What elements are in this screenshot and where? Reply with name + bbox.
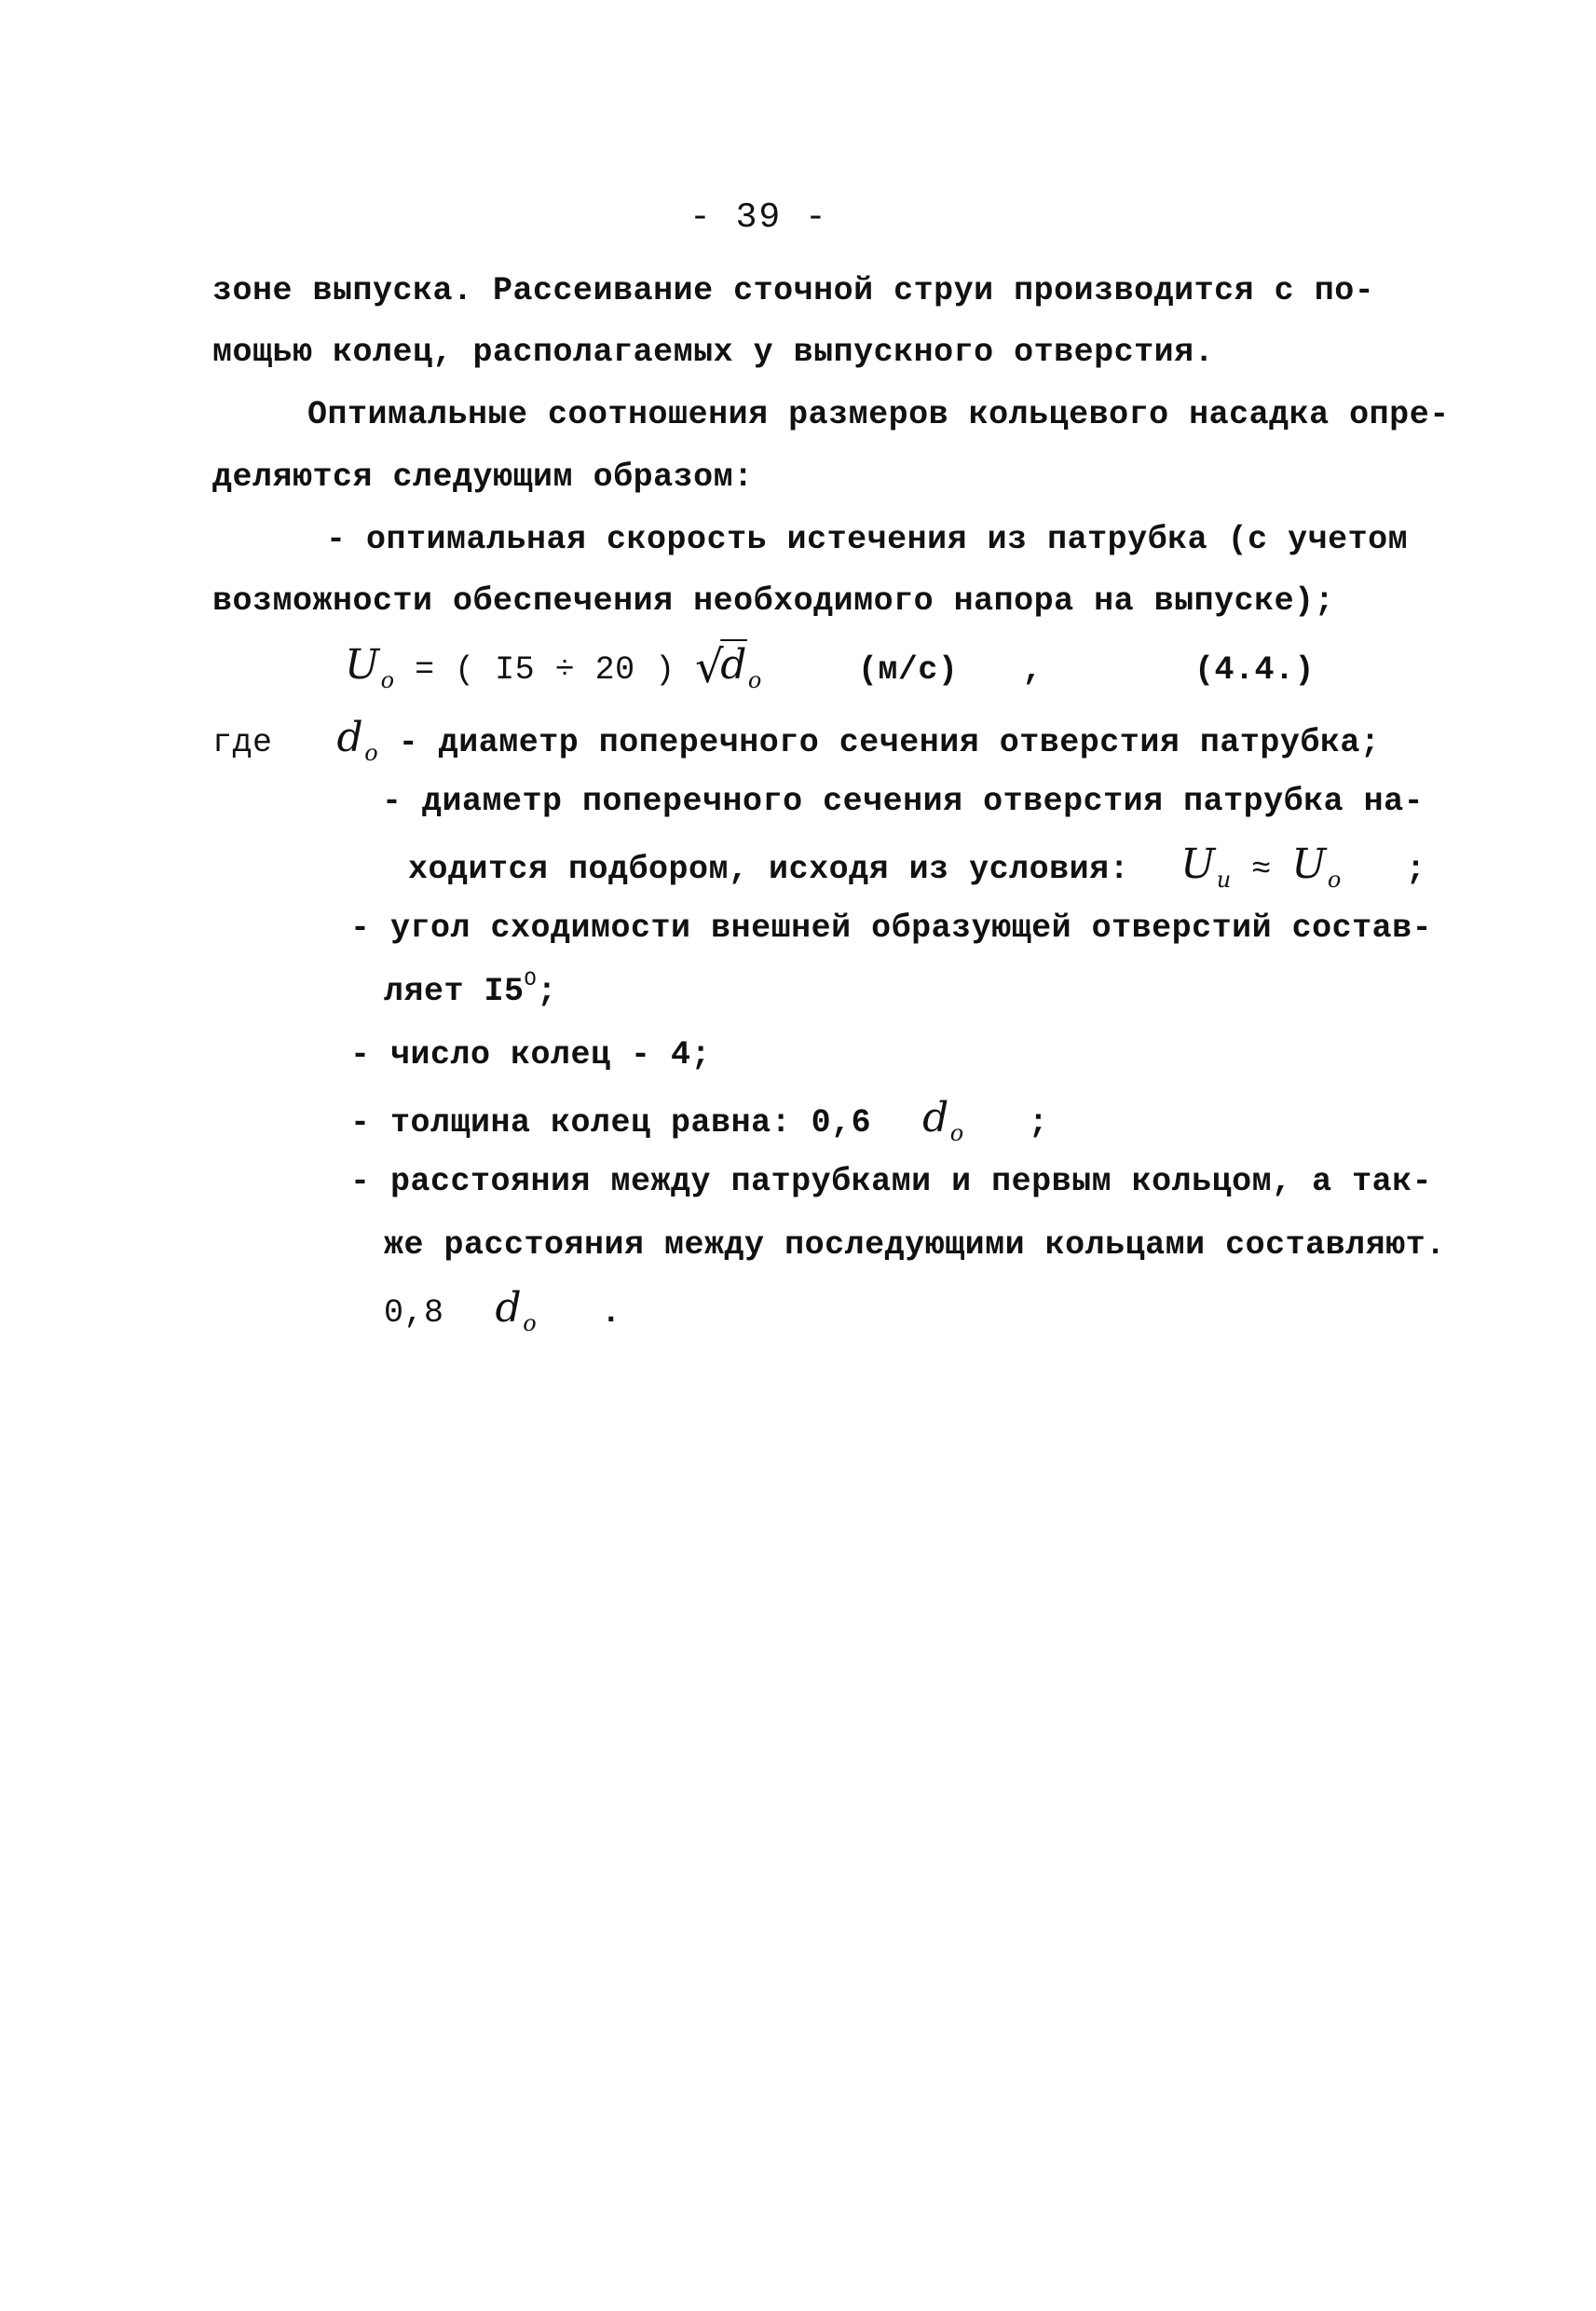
thickness-end: ; — [1028, 1104, 1049, 1142]
paragraph2-line1: Оптимальные соотношения размеров кольцевого насадка опре- — [307, 396, 1450, 433]
formula-equals: = ( I5 ÷ 20 ) — [415, 651, 675, 689]
formula-units: (м/с) — [857, 651, 959, 689]
condition-u-left-subscript: u — [1216, 867, 1232, 893]
item-rings: - число колец - 4; — [350, 1036, 712, 1073]
condition-u-right-subscript: o — [1327, 867, 1342, 893]
where-d-subscript: o — [364, 740, 379, 766]
distance-d-symbol: d — [495, 1284, 523, 1332]
item-thickness-text: - толщина колец равна: 0,6 — [350, 1104, 872, 1142]
thickness-d-subscript: o — [949, 1120, 964, 1146]
formula-sqrt-sign: √ — [695, 641, 725, 693]
item-angle-text: ляет I5 — [384, 973, 525, 1010]
paragraph1-line2: мощью колец, располагаемых у выпускного отверстия. — [212, 334, 1215, 371]
item-diameter-text: ходится подбором, исходя из условия: — [408, 851, 1130, 888]
paragraph2-line2: деляются следующим образом: — [212, 458, 754, 496]
item-speed-line2: возможности обеспечения необходимого напора на выпуске); — [212, 582, 1335, 620]
degree-sign: O — [524, 968, 538, 991]
distance-d-subscript: o — [523, 1310, 538, 1336]
formula-d-symbol: d — [720, 641, 747, 689]
condition-u-left: U — [1180, 841, 1216, 888]
formula-u-subscript: o — [380, 667, 395, 693]
formula-u-symbol: U — [345, 641, 380, 689]
item-distance-line2: же расстояния между последующими кольцами составляют. — [384, 1226, 1446, 1264]
formula-comma: , — [1022, 651, 1043, 689]
page-number: - 39 - — [689, 198, 828, 238]
formula-number: (4.4.) — [1194, 651, 1316, 689]
where-text: - диаметр поперечного сечения отверстия патрубка; — [398, 724, 1381, 761]
distance-value: 0,8 — [384, 1294, 444, 1332]
formula-d-subscript: o — [747, 667, 762, 693]
where-line — [212, 714, 1381, 766]
where-word: где — [212, 724, 273, 761]
thickness-d-symbol: d — [922, 1094, 949, 1142]
condition-end: ; — [1405, 851, 1426, 888]
item-distance-line1: - расстояния между патрубками и первым кольцом, а так- — [350, 1163, 1433, 1200]
item-speed-line1: - оптимальная скорость истечения из патрубка (с учетом — [326, 521, 1409, 558]
item-diameter-line1: - диаметр поперечного сечения отверстия патрубка на- — [382, 783, 1425, 820]
formula-4-4 — [345, 643, 1315, 691]
condition-u-right: U — [1291, 841, 1327, 888]
condition-approx: ≈ — [1251, 851, 1272, 888]
item-thickness — [350, 1094, 1049, 1146]
item-diameter-line2 — [408, 841, 1426, 893]
paragraph1-line1: зоне выпуска. Рассеивание сточной струи производится с по- — [212, 272, 1375, 309]
item-angle-line1: - угол сходимости внешней образующей отверстий состав- — [350, 909, 1433, 947]
distance-end: . — [601, 1294, 621, 1332]
item-distance-line3 — [384, 1284, 621, 1336]
item-angle-line2 — [384, 968, 557, 1016]
item-angle-end: ; — [537, 973, 557, 1010]
where-d-symbol: d — [336, 714, 364, 761]
